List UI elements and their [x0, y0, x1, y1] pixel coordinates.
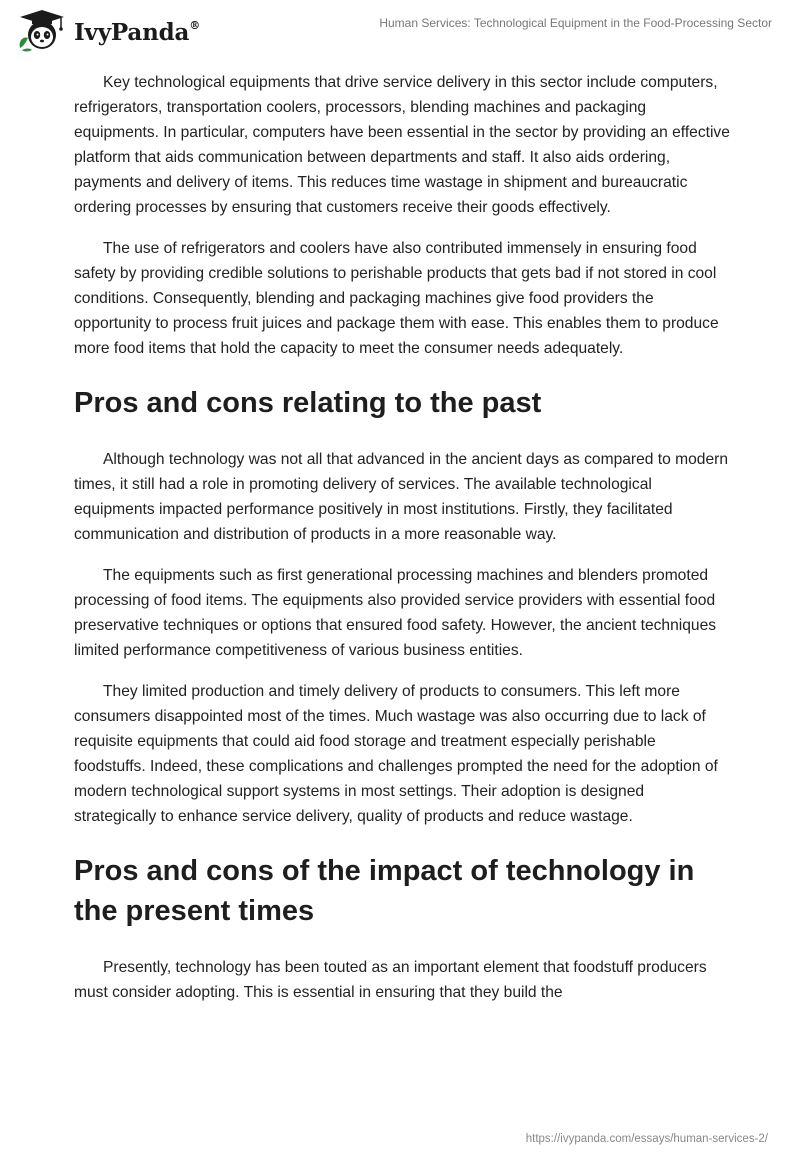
ivypanda-logo[interactable]: [14, 8, 200, 52]
section-heading-present: Pros and cons of the impact of technology in the present times: [74, 855, 695, 927]
document-title: Human Services: Technological Equipment in the Food-Processing Sector: [379, 16, 772, 30]
section-heading-past: Pros and cons relating to the past: [74, 387, 542, 419]
panda-logo-icon: [14, 8, 70, 52]
paragraph: They limited production and timely delivery of products to consumers. This left more consumers disappointed most of the times. Much wastage was also occurring due to lack of requisite equipments that could aid food storage and treatment especially perishable foodstuffs. Indeed, these complications and challenges prompted the need for the adoption of modern technological support systems in most settings. Their adoption is designed strategically to enhance service delivery, quality of products and reduce wastage.: [74, 683, 718, 825]
paragraph: The use of refrigerators and coolers have also contributed immensely in ensuring food safety by providing credible solutions to perishable products that gets bad if not stored in cool conditions. Consequently, blending and packaging machines give food providers the opportunity to process fruit juices and package them with ease. This enables them to produce more food items that hold the capacity to meet the consumer needs adequately.: [74, 240, 719, 357]
source-url[interactable]: https://ivypanda.com/essays/human-services-2/: [525, 1133, 768, 1145]
paragraph: Presently, technology has been touted as an important element that foodstuff producers must consider adopting. This is essential in ensuring that they build the: [74, 959, 707, 1001]
paragraph: Key technological equipments that drive service delivery in this sector include computers, refrigerators, transportation coolers, processors, blending machines and packaging equipments. In particular, computers have been essential in the sector by providing an effective platform that aids communication between departments and staff. It also aids ordering, payments and delivery of items. This reduces time wastage in shipment and bureaucratic ordering processes by ensuring that customers receive their goods effectively.: [74, 74, 730, 216]
brand-name: IvyPanda®: [74, 18, 200, 46]
page-header: [0, 0, 800, 60]
essay-content: [74, 70, 730, 1021]
paragraph: Although technology was not all that advanced in the ancient days as compared to modern times, it still had a role in promoting delivery of services. The available technological equipments impacted performance positively in most institutions. Firstly, they facilitated communication and distribution of products in a more reasonable way.: [74, 451, 729, 543]
paragraph: The equipments such as first generational processing machines and blenders promoted processing of food items. The equipments also provided service providers with essential food preservative techniques or options that ensured food safety. However, the ancient techniques limited performance competitiveness of various business entities.: [74, 567, 717, 659]
